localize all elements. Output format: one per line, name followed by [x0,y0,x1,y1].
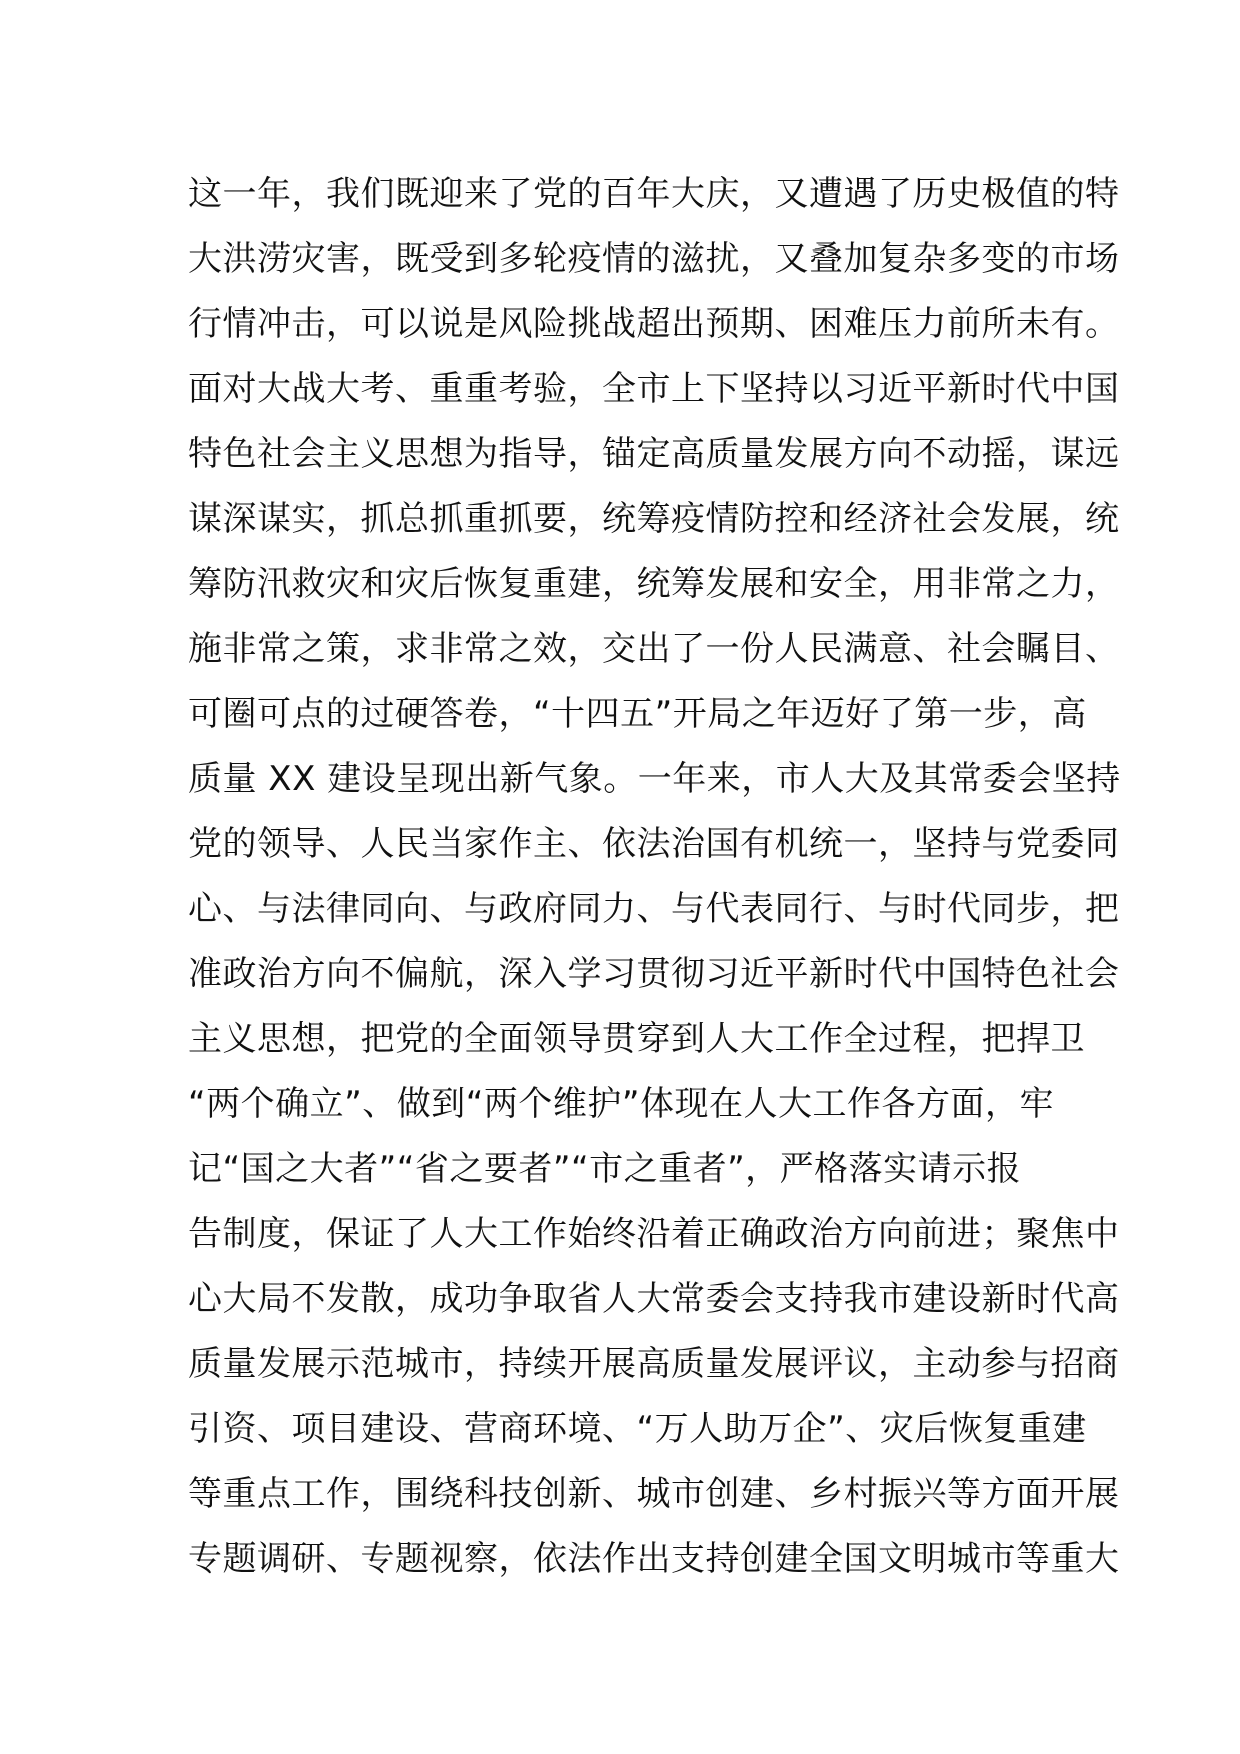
text-line: 告制度，保证了人大工作始终沿着正确政治方向前进；聚焦中 [188,1214,1120,1254]
text-line: “两个确立”、做到“两个维护”体现在人大工作各方面，牢 [188,1084,1054,1124]
text-line: 谋深谋实，抓总抓重抓要，统筹疫情防控和经济社会发展，统 [188,499,1120,539]
text-line: 行情冲击，可以说是风险挑战超出预期、困难压力前所未有。 [188,304,1120,344]
text-line: 这一年，我们既迎来了党的百年大庆，又遭遇了历史极值的特 [188,174,1120,214]
text-line: 主义思想，把党的全面领导贯穿到人大工作全过程，把捍卫 [188,1019,1085,1059]
text-line: 等重点工作，围绕科技创新、城市创建、乡村振兴等方面开展 [188,1474,1120,1514]
text-line: 引资、项目建设、营商环境、“万人助万企”、灾后恢复重建 [188,1409,1087,1449]
text-line: 特色社会主义思想为指导，锚定高质量发展方向不动摇，谋远 [188,434,1120,474]
text-line: 可圈可点的过硬答卷，“十四五”开局之年迈好了第一步，高 [188,694,1087,734]
text-line: 心大局不发散，成功争取省人大常委会支持我市建设新时代高 [188,1279,1120,1319]
text-line: 质量 XX 建设呈现出新气象。一年来，市人大及其常委会坚持 [188,759,1121,799]
text-line: 面对大战大考、重重考验，全市上下坚持以习近平新时代中国 [188,369,1120,409]
body-text [188,162,1121,1592]
text-line: 准政治方向不偏航，深入学习贯彻习近平新时代中国特色社会 [188,954,1120,994]
text-line: 质量发展示范城市，持续开展高质量发展评议，主动参与招商 [188,1344,1120,1384]
text-line: 心、与法律同向、与政府同力、与代表同行、与时代同步，把 [188,889,1120,929]
text-line: 专题调研、专题视察，依法作出支持创建全国文明城市等重大 [188,1539,1120,1579]
text-line: 大洪涝灾害，既受到多轮疫情的滋扰，又叠加复杂多变的市场 [188,239,1120,279]
text-line: 筹防汛救灾和灾后恢复重建，统筹发展和安全，用非常之力， [188,564,1120,604]
text-line: 党的领导、人民当家作主、依法治国有机统一，坚持与党委同 [188,824,1120,864]
text-line: 记“国之大者”“省之要者”“市之重者”，严格落实请示报 [188,1149,1022,1189]
text-line: 施非常之策，求非常之效，交出了一份人民满意、社会瞩目、 [188,629,1120,669]
